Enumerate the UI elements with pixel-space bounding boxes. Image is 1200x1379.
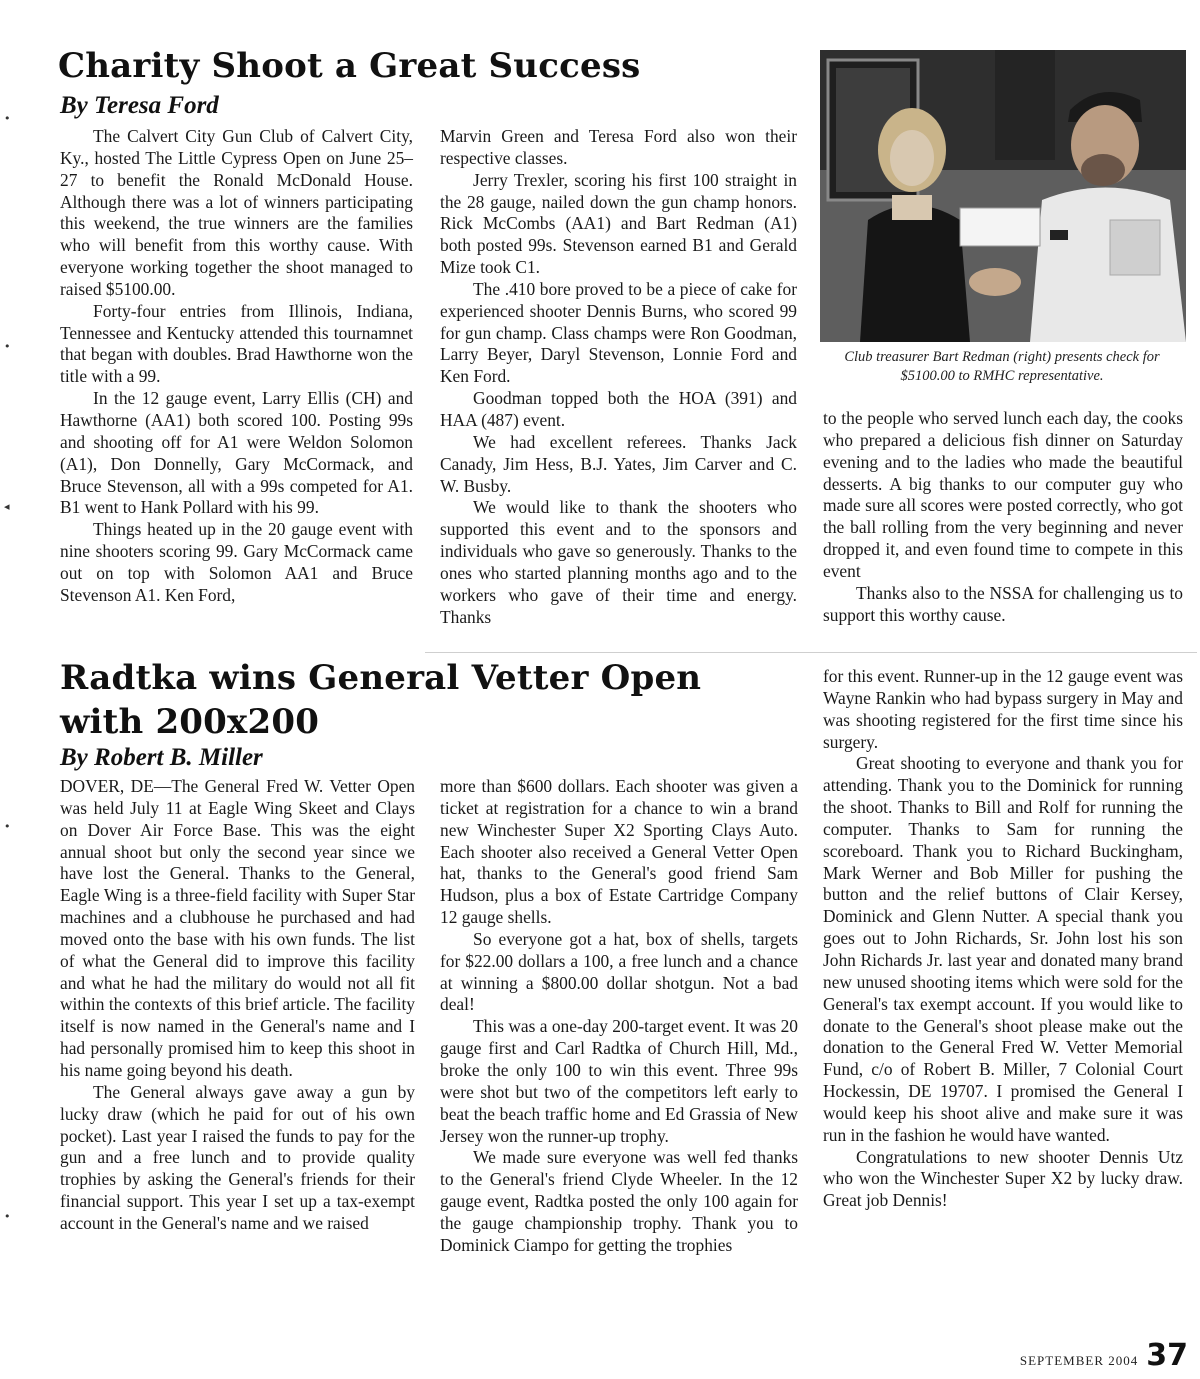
paragraph: to the people who served lunch each day, the cooks who prepared a delicious fish dinner on Saturday evening and to the ladies who made the beautiful desserts. A big thanks to our computer guy who made sure all scores were posted correctly, who got the ball rolling from the very beginning and never dropped it, and even found time to compete in this event bbox=[823, 408, 1183, 581]
margin-mark: ◂ bbox=[4, 500, 10, 513]
article2-headline-line2: with 200x200 bbox=[60, 702, 320, 742]
paragraph: This was a one-day 200-target event. It was 20 gauge first and Carl Radtka of Church Hill, Md., broke the only 100 to win this event. Three 99s were shot but two of the competitors left early to beat the beach traffic home and Ed Grassia of New Jersey won the runner-up trophy. bbox=[440, 1016, 798, 1146]
paragraph: for this event. Runner-up in the 12 gauge event was Wayne Rankin who had bypass surgery in May and was shooting registered for the first time since his surgery. bbox=[823, 666, 1183, 752]
margin-mark: • bbox=[4, 112, 11, 125]
paragraph: We had excellent referees. Thanks Jack Canady, Jim Hess, B.J. Yates, Jim Carver and C. W. Busby. bbox=[440, 431, 797, 496]
paragraph: We would like to thank the shooters who supported this event and to the sponsors and individuals who gave so generously. Thanks to the ones who started planning months ago and to the workers who gave of their time and energy. Thanks bbox=[440, 497, 797, 627]
paragraph: In the 12 gauge event, Larry Ellis (CH) and Hawthorne (AA1) both scored 100. Posting 99s and shooting off for A1 were Weldon Solomon (A1), Don Donnelly, Gary McCormack, and Bruce Stevenson, all with a 99s competed for A1. B1 went to Hank Pollard with his 99. bbox=[60, 388, 413, 518]
paragraph: Great shooting to everyone and thank you for attending. Thank you to the Dominick for running the shoot. Thanks to Bill and Rolf for running the computer. Thanks to Sam for running the scoreboard. Thank you to Richard Buckingham, Mark Werner and Bob Miller for pushing the button and the relief buttons of Clair Kersey, Dominick and Glenn Nutter. A special thank you goes out to John Richards, Sr. John lost his son John Richards Jr. last year and donated many brand new unused shooting items which were sold for the General's tax exempt account. If you would like to donate to the General's shoot please make out the donation to the General Fred W. Vetter Memorial Fund, c/o of Robert B. Miller, 7 Colonial Court Hockessin, DE 19707. I promised the General I would keep his shoot alive and make sure it was run in the fashion he would have wanted. bbox=[823, 753, 1183, 1145]
article1-headline: Charity Shoot a Great Success bbox=[58, 46, 641, 86]
paragraph: Things heated up in the 20 gauge event with nine shooters scoring 99. Gary McCormack came out on top with Solomon AA1 and Bruce Stevenson A1. Ken Ford, bbox=[60, 519, 413, 605]
paragraph: The General always gave away a gun by lucky draw (which he paid for out of his own pocket). Last year I raised the funds to pay for the gun and a free lunch and to provide quality trophies by asking the General's friends for their financial support. This year I set up a tax-exempt account in the General's name and we raised bbox=[60, 1081, 415, 1233]
section-divider bbox=[425, 652, 1197, 653]
paragraph: Congratulations to new shooter Dennis Utz who won the Winchester Super X2 by lucky draw. Great job Dennis! bbox=[823, 1146, 1183, 1211]
paragraph: The Calvert City Gun Club of Calvert City, Ky., hosted The Little Cypress Open on June 25–27 to benefit the Ronald McDonald House. Although there was a lot of winners participating this weekend, the true winners are the families who will benefit from this worthy cause. With everyone working together the shoot managed to raised $5100.00. bbox=[60, 126, 413, 299]
margin-mark: • bbox=[4, 340, 11, 353]
article1-byline: By Teresa Ford bbox=[60, 92, 219, 119]
photo-illustration bbox=[820, 50, 1186, 342]
article1-column-2 bbox=[440, 126, 797, 628]
paragraph: So everyone got a hat, box of shells, targets for $22.00 dollars a 100, a free lunch and a chance at winning a $800.00 dollar shotgun. Not a bad deal! bbox=[440, 928, 798, 1015]
article1-column-3 bbox=[823, 408, 1183, 626]
article2-headline bbox=[60, 656, 701, 744]
page-number: 37 bbox=[1146, 1338, 1188, 1373]
paragraph: Thanks also to the NSSA for challenging us to support this worthy cause. bbox=[823, 582, 1183, 625]
article2-byline: By Robert B. Miller bbox=[60, 744, 263, 771]
article1-column-1 bbox=[60, 126, 413, 607]
paragraph: DOVER, DE—The General Fred W. Vetter Open was held July 11 at Eagle Wing Skeet and Clays on Dover Air Force Base. This was the eight annual shoot but only the second year since we have lost the General. Thanks to the General, Eagle Wing is a three-field facility with Super Star machines and a clubhouse he purchased and had moved onto the base with his own funds. The list of what the General did to improve this facility and what he had the military do would not all fit within the contexts of this brief article. The facility itself is now named in the General's name and I had personally promised him to keep this shoot in his name going beyond his death. bbox=[60, 776, 415, 1080]
paragraph: Goodman topped both the HOA (391) and HAA (487) event. bbox=[440, 388, 797, 430]
article2-column-1 bbox=[60, 776, 415, 1235]
article2-column-2 bbox=[440, 776, 798, 1257]
paragraph: The .410 bore proved to be a piece of cake for experienced shooter Dennis Burns, who scored 99 for gun champ. Class champs were Ron Goodman, Larry Beyer, Daryl Stevenson, Lonnie Ford and Ken Ford. bbox=[440, 278, 797, 387]
margin-mark: • bbox=[4, 1210, 11, 1223]
article2-column-3 bbox=[823, 666, 1183, 1212]
issue-date: SEPTEMBER 2004 bbox=[1019, 1353, 1139, 1368]
paragraph: Jerry Trexler, scoring his first 100 straight in the 28 gauge, nailed down the gun champ honors. Rick McCombs (AA1) and Bart Redman (A1) both posted 99s. Stevenson earned B1 and Gerald Mize took C1. bbox=[440, 169, 797, 278]
check-presentation-photo bbox=[820, 50, 1186, 342]
page-footer bbox=[1020, 1338, 1188, 1373]
margin-mark: • bbox=[4, 820, 11, 833]
article2-headline-line1: Radtka wins General Vetter Open bbox=[60, 658, 702, 698]
paragraph: We made sure everyone was well fed thanks to the General's friend Clyde Wheeler. In the 12 gauge event, Radtka posted the only 100 again for the gauge championship trophy. Thank you to Dominick Ciampo for getting the trophies bbox=[440, 1147, 798, 1255]
photo-caption: Club treasurer Bart Redman (right) presents check for $5100.00 to RMHC representative. bbox=[844, 349, 1160, 384]
paragraph: more than $600 dollars. Each shooter was given a ticket at registration for a chance to win a brand new Winchester Super X2 Sporting Clays Auto. Each shooter also received a General Vetter Open hat, thanks to the General's good friend Sam Hudson, plus a box of Estate Cartridge Company 12 gauge shells. bbox=[440, 776, 798, 928]
paragraph: Forty-four entries from Illinois, Indiana, Tennessee and Kentucky attended this tournamnet that began with doubles. Brad Hawthorne won the title with a 99. bbox=[60, 300, 413, 387]
paragraph: Marvin Green and Teresa Ford also won their respective classes. bbox=[440, 126, 797, 168]
